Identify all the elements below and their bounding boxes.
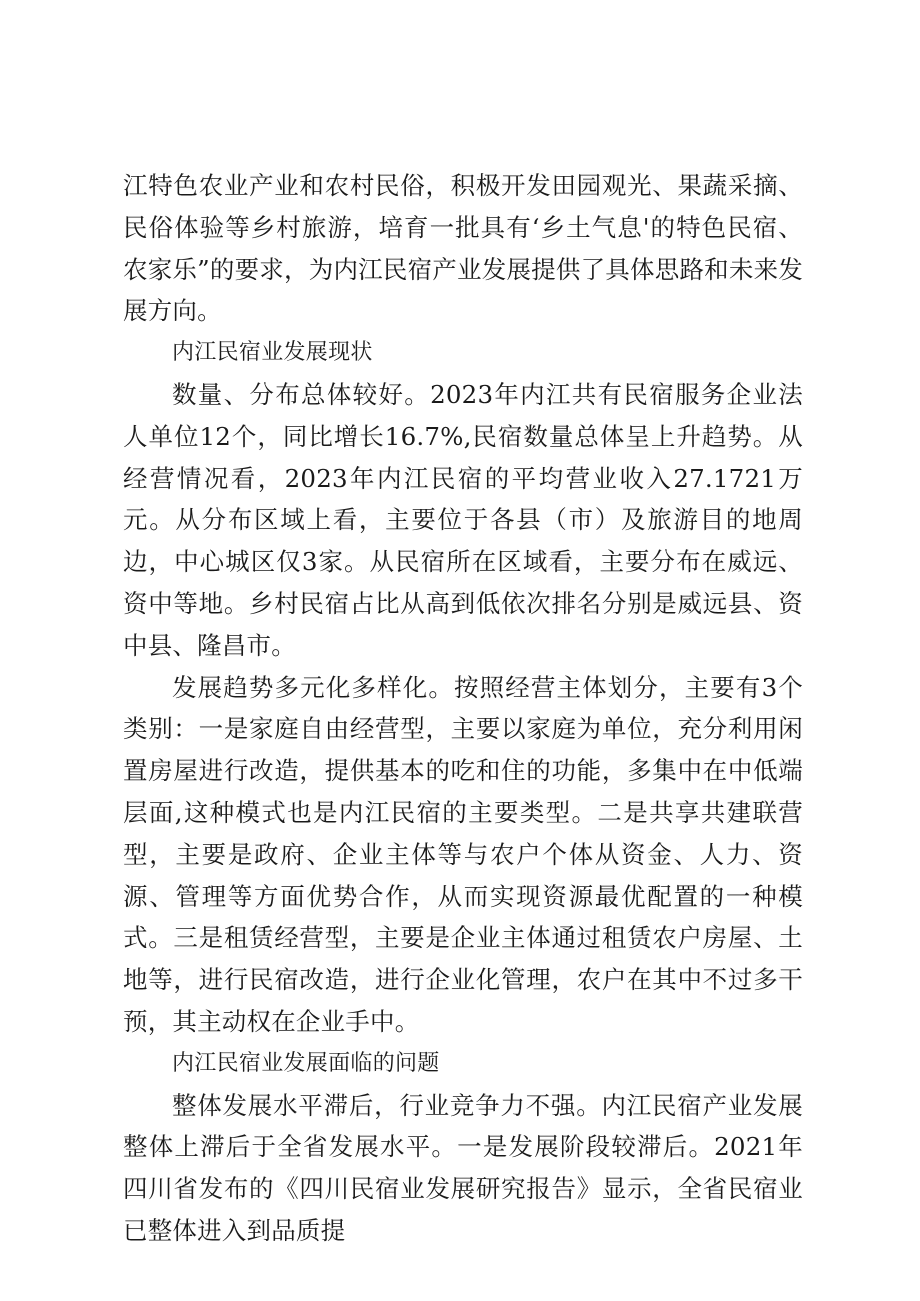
paragraph-overall-level: 整体发展水平滞后，行业竞争力不强。内江民宿产业发展整体上滞后于全省发展水平。一是发展阶段较滞后。2021年四川省发布的《四川民宿业发展研究报告》显示，全省民宿业已整体进入到品质提 xyxy=(123,1090,803,1245)
paragraph-quantity-distribution: 数量、分布总体较好。2023年内江共有民宿服务企业法人单位12个，同比增长16.7%,民宿数量总体呈上升趋势。从经营情况看，2023年内江民宿的平均营业收入27.1721万元。从分布区域上看，主要位于各县（市）及旅游目的地周边，中心城区仅3家。从民宿所在区域看，主要分布在威远、资中等地。乡村民宿占比从高到低依次排名分别是威远县、资中县、隆昌市。 xyxy=(123,379,803,660)
paragraph-development-trend: 发展趋势多元化多样化。按照经营主体划分，主要有3个类别：一是家庭自由经营型，主要以家庭为单位，充分利用闲置房屋进行改造，提供基本的吃和住的功能，多集中在中低端层面,这种模式也是内江民宿的主要类型。二是共享共建联营型，主要是政府、企业主体等与农户个体从资金、人力、资源、管理等方面优势合作，从而实现资源最优配置的一种模式。三是租赁经营型，主要是企业主体通过租赁农户房屋、土地等，进行民宿改造，进行企业化管理，农户在其中不过多干预，其主动权在企业手中。 xyxy=(123,672,803,1036)
section-heading-problems: 内江民宿业发展面临的问题 xyxy=(172,1050,440,1076)
document-body xyxy=(123,165,803,1252)
section-heading-current-status: 内江民宿业发展现状 xyxy=(172,340,373,366)
paragraph-continuation: 江特色农业产业和农村民俗，积极开发田园观光、果蔬采摘、民俗体验等乡村旅游，培育一批具有‘乡土气息'的特色民宿、农家乐”的要求，为内江民宿产业发展提供了具体思路和未来发展方向。 xyxy=(123,171,803,326)
